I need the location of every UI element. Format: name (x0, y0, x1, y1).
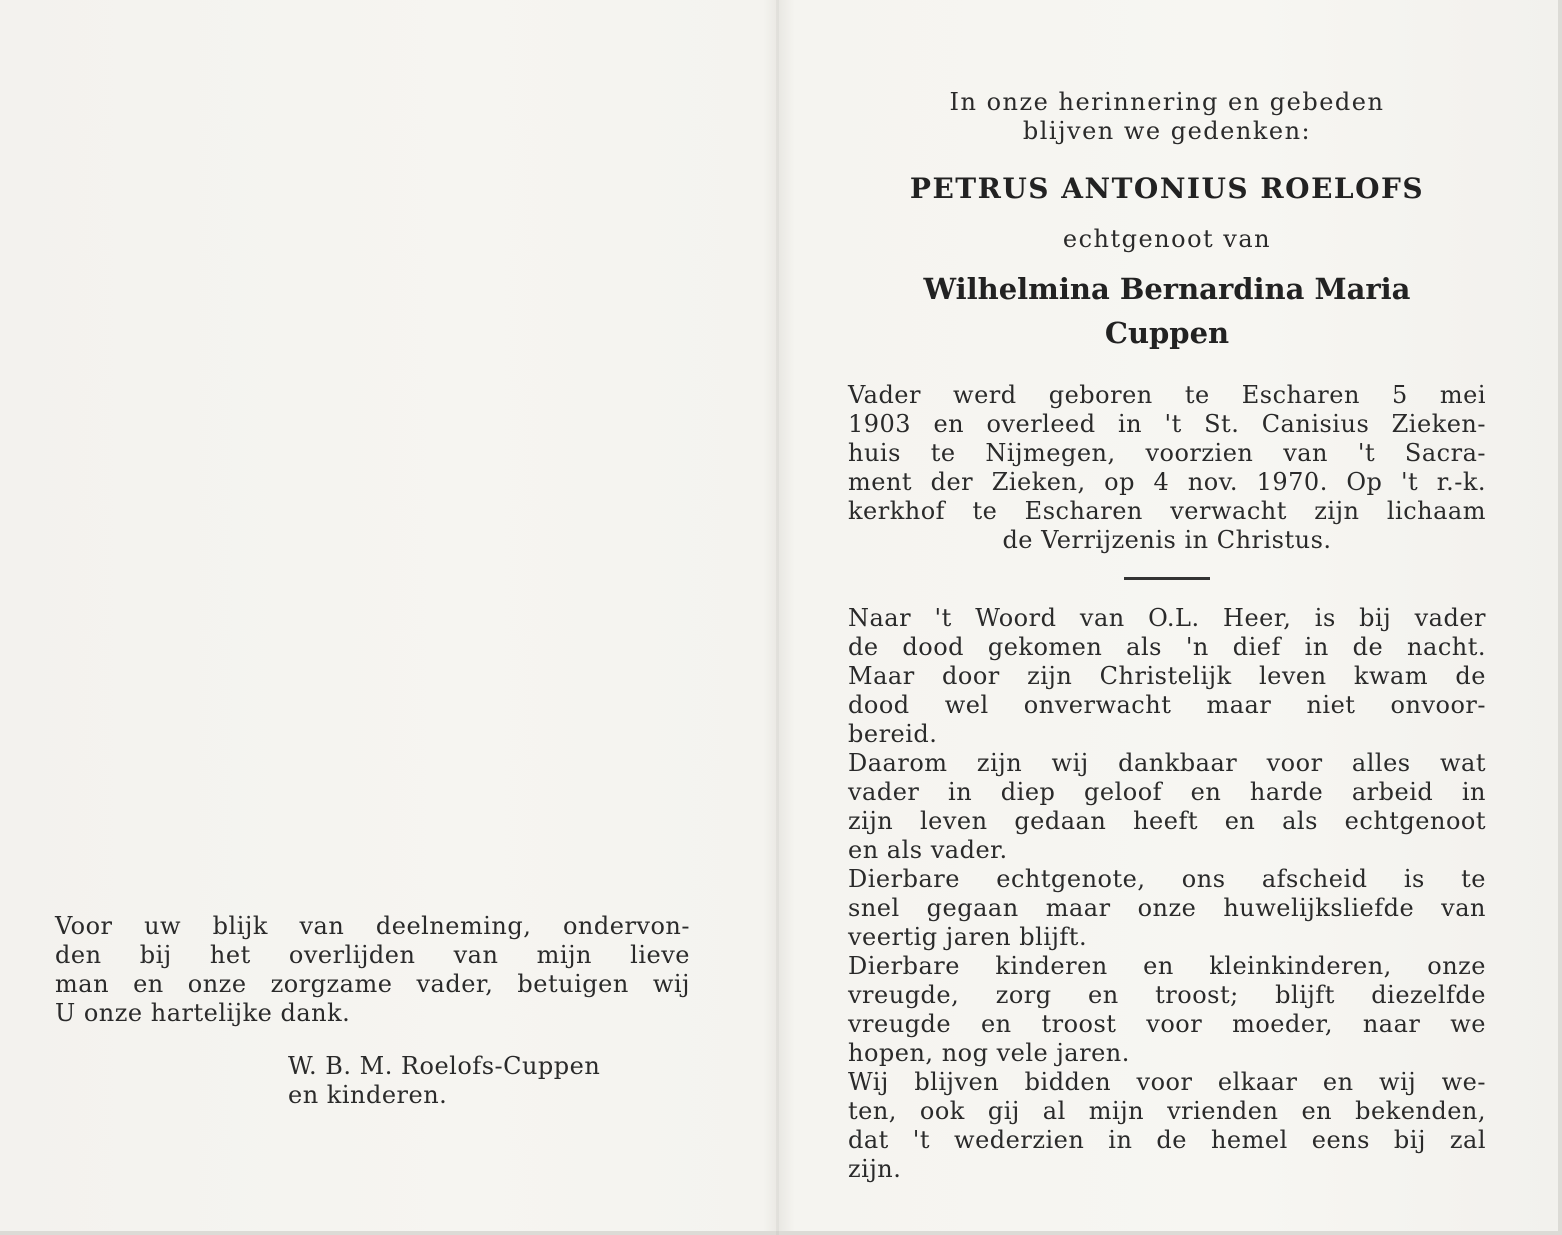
intro-line: In onze herinnering en gebeden (949, 88, 1385, 116)
biography (848, 381, 1486, 555)
signature-line: W. B. M. Roelofs-Cuppen (288, 1052, 601, 1080)
bio-line: ment der Zieken, op 4 nov. 1970. Op 't r.-k. (848, 468, 1486, 496)
prayer-line: Dierbare kinderen en kleinkinderen, onze (848, 952, 1486, 980)
prayer-line: Daarom zijn wij dankbaar voor alles wat (848, 749, 1486, 777)
right-panel (848, 88, 1486, 1184)
left-panel (55, 912, 690, 1110)
intro-line: blijven we gedenken: (1022, 117, 1312, 145)
thanks-line: Voor uw blijk van deelneming, ondervon- (55, 912, 690, 940)
prayer-line: dat 't wederzien in de hemel eens bij zal (848, 1126, 1486, 1154)
prayer-line: Naar 't Woord van O.L. Heer, is bij vader (848, 604, 1486, 632)
prayer-line: bereid. (848, 720, 938, 748)
prayer-line: ten, ook gij al mijn vrienden en bekenden, (848, 1097, 1486, 1125)
prayer-line: Maar door zijn Christelijk leven kwam de (848, 662, 1486, 690)
bio-line: Vader werd geboren te Escharen 5 mei (848, 381, 1486, 409)
prayer-line: hopen, nog vele jaren. (848, 1039, 1130, 1067)
card-fold (776, 0, 779, 1235)
prayer-line: vader in diep geloof en harde arbeid in (848, 778, 1486, 806)
prayer-line: snel gegaan maar onze huwelijksliefde van (848, 894, 1486, 922)
thanks-line: U onze hartelijke dank. (55, 999, 351, 1027)
prayer-line: en als vader. (848, 836, 1008, 864)
prayer-line: dood wel onverwacht maar niet onvoor- (848, 691, 1486, 719)
intro-text (848, 88, 1486, 146)
prayer-line: zijn leven gedaan heeft en als echtgenoot (848, 807, 1486, 835)
spouse-name (848, 267, 1486, 355)
prayer-text (848, 604, 1486, 1184)
thanks-paragraph (55, 912, 690, 1028)
bio-line: kerkhof te Escharen verwacht zijn lichaam (848, 497, 1486, 525)
bio-line: huis te Nijmegen, voorzien van 't Sacra- (848, 439, 1486, 467)
prayer-line: vreugde en troost voor moeder, naar we (848, 1010, 1486, 1038)
bio-line: 1903 en overleed in 't St. Canisius Zieken- (848, 410, 1486, 438)
thanks-line: den bij het overlijden van mijn lieve (55, 941, 690, 969)
prayer-line: Wij blijven bidden voor elkaar en wij we- (848, 1068, 1486, 1096)
spouse-name-line: Cuppen (1104, 316, 1230, 350)
prayer-line: vreugde, zorg en troost; blijft diezelfde (848, 981, 1486, 1009)
spouse-label: echtgenoot van (1062, 225, 1272, 253)
prayer-line: Dierbare echtgenote, ons afscheid is te (848, 865, 1486, 893)
prayer-line: de dood gekomen als 'n dief in de nacht. (848, 633, 1486, 661)
spouse-name-line: Wilhelmina Bernardina Maria (923, 272, 1411, 306)
divider-rule (1124, 577, 1210, 580)
deceased-name: PETRUS ANTONIUS ROELOFS (909, 172, 1425, 205)
prayer-line: zijn. (848, 1155, 902, 1183)
signature (288, 1052, 690, 1110)
prayer-line: veertig jaren blijft. (848, 923, 1088, 951)
thanks-line: man en onze zorgzame vader, betuigen wij (55, 970, 690, 998)
signature-line: en kinderen. (288, 1081, 448, 1109)
bio-line: de Verrijzenis in Christus. (1002, 526, 1332, 554)
